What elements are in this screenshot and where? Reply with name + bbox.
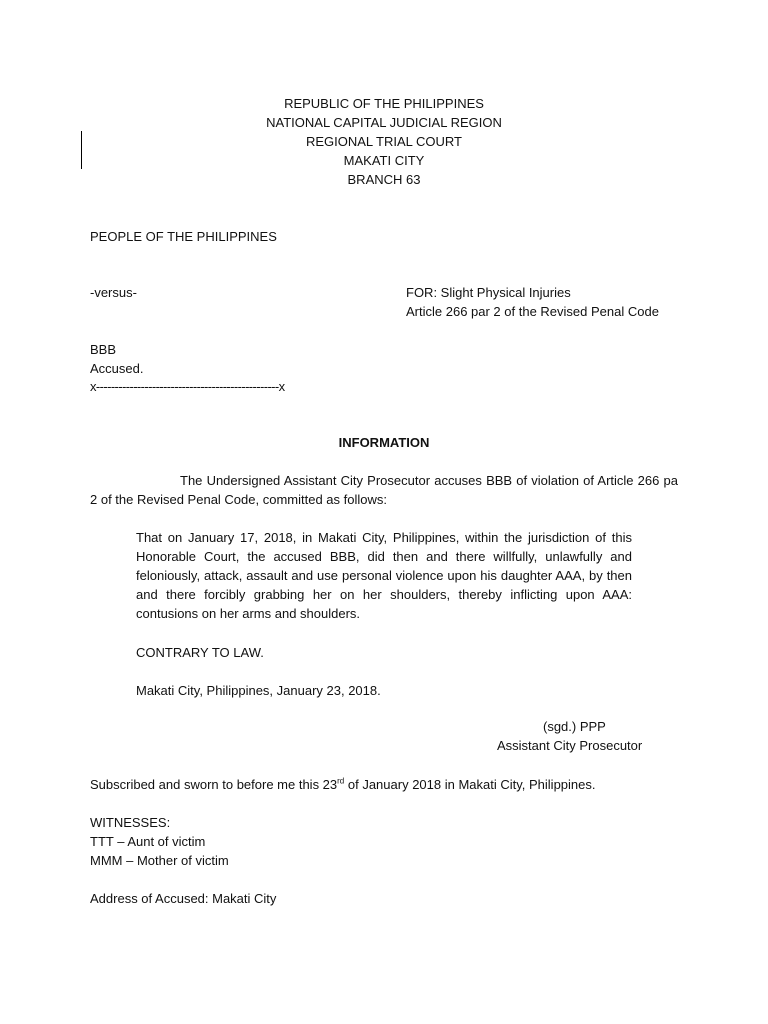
witness-item: MMM – Mother of victim (90, 853, 229, 868)
offense-label: FOR: Slight Physical Injuries (406, 285, 571, 300)
jurat-before: Subscribed and sworn to before me this 23 (90, 777, 338, 792)
jurat-ordinal: rd (337, 776, 345, 786)
signature-position: Assistant City Prosecutor (497, 738, 643, 753)
contrary-to-law: CONTRARY TO LAW. (136, 645, 264, 660)
intro-paragraph: The Undersigned Assistant City Prosecutor accuses BBB of violation of Article 266 pa 2 of the Revised Penal Code, committed as follows: (90, 473, 678, 507)
jurat-line (90, 775, 596, 794)
caption-separator: x-------------------------------------------------x (90, 379, 285, 394)
witnesses-heading: WITNESSES: (90, 815, 171, 830)
accused-label: Accused. (90, 361, 144, 376)
plaintiff-name: PEOPLE OF THE PHILIPPINES (90, 229, 277, 244)
accused-name: BBB (90, 342, 117, 357)
place-and-date: Makati City, Philippines, January 23, 2018. (136, 683, 381, 698)
document-title: INFORMATION (338, 435, 430, 450)
accused-address: Address of Accused: Makati City (90, 891, 277, 906)
versus-label: -versus- (90, 285, 137, 300)
header-region: NATIONAL CAPITAL JUDICIAL REGION (266, 115, 502, 130)
allegation-paragraph: That on January 17, 2018, in Makati City, Philippines, within the jurisdiction of this Honorable Court, the accused BBB, did then and there willfully, unlawfully and feloniously, attack, assault and use personal violence upon his daughter AAA, by then and there forcibly grabbing her on her shoulders, thereby inflicting upon AAA: contusions on her arms and shoulders. (136, 530, 632, 621)
header-republic: REPUBLIC OF THE PHILIPPINES (284, 96, 484, 111)
signature-signed: (sgd.) PPP (543, 719, 606, 734)
signature-block (497, 717, 657, 755)
header-court: REGIONAL TRIAL COURT (305, 134, 463, 149)
court-header (0, 94, 768, 189)
header-branch: BRANCH 63 (347, 172, 421, 187)
jurat-after: of January 2018 in Makati City, Philippines. (344, 777, 596, 792)
offense-article: Article 266 par 2 of the Revised Penal Code (406, 304, 659, 319)
header-city: MAKATI CITY (343, 153, 425, 168)
witness-item: TTT – Aunt of victim (90, 834, 206, 849)
